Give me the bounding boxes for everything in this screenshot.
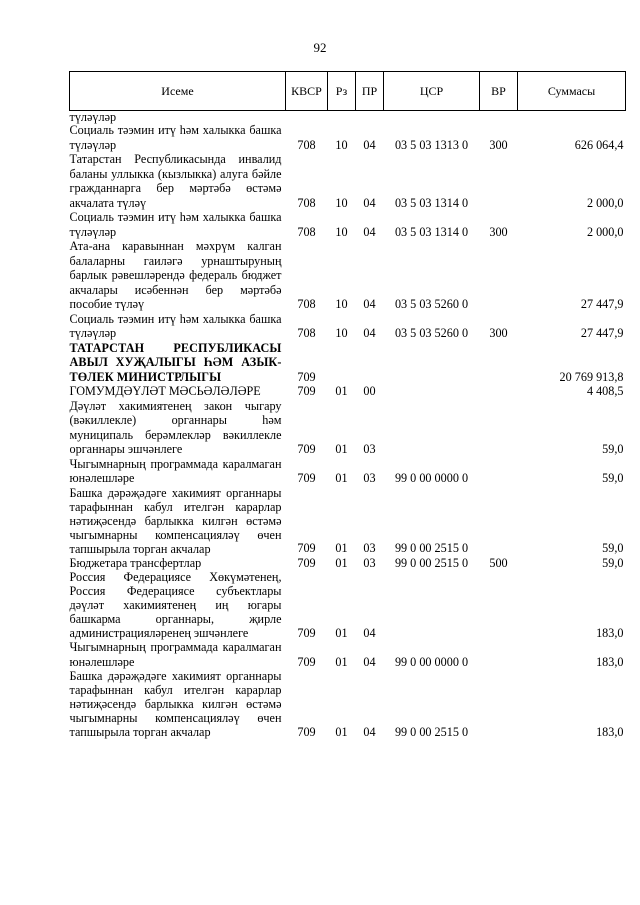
row-csr [384,384,480,399]
row-sum: 27 447,9 [580,297,624,311]
row-name: Бюджетара трансфертлар [69,555,202,570]
row-kvsr: 709 [297,555,316,570]
row-name: ГОМУМДӘҮЛӘТ МӘСЬӘЛӘЛӘРЕ [69,384,261,398]
row-kvsr: 709 [297,541,316,555]
row-rz [328,111,356,124]
row-pr: 00 [363,384,376,398]
row-name: Дәүләт хакимиятенең закон чыгару (вәкиллекле) органнары һәм муниципаль берәмлекләр вәкиллекле органнары эшчәнлеге [69,398,282,456]
table-row [70,111,626,124]
row-pr: 03 [363,541,376,555]
row-sum: 183,0 [596,654,624,669]
row-vr [480,669,518,739]
row-name: Татарстан Республикасында инвалид баланы уллыкка (кызлыкка) алуга бәйле гражданнарга бер мәртәбә өстәмә акчалата түләү [69,152,282,210]
row-sum: 183,0 [596,625,624,640]
budget-table [69,71,626,739]
row-name: Башка дәрәҗәдәге хакимият органнары тарафыннан кабул ителгән карарлар нәтиҗәсендә барлыкка килгән өстәмә чыгымнарны компенсацияләү өчен тапшырыла торган акчалар [69,485,282,556]
row-vr [480,152,518,210]
row-csr [384,111,480,124]
row-kvsr: 708 [297,297,316,311]
row-kvsr [286,111,328,124]
row-vr: 300 [489,137,508,152]
table-row [70,341,626,385]
row-vr [480,486,518,556]
row-pr [356,111,384,124]
table-row [70,486,626,556]
row-pr: 03 [363,471,376,485]
table-row [70,556,626,571]
row-rz: 10 [335,224,348,239]
row-vr [480,239,518,312]
row-rz: 01 [335,384,348,398]
table-body [70,111,626,740]
row-vr [480,570,518,640]
row-vr: 300 [489,326,508,340]
row-name: Чыгымнарның программада каралмаган юнәлешләре [69,640,282,669]
row-sum: 27 447,9 [580,326,624,340]
row-csr [384,341,480,385]
row-name: Россия Федерациясе Хөкүмәтенең, Россия Федерациясе субъектлары дәүләт хакимиятенең иң югары башкарма органнары, җирле администрацияләренең эшчәнлеге [69,570,282,640]
row-vr [480,457,518,486]
row-rz: 01 [335,541,348,555]
row-pr: 03 [363,555,376,570]
row-sum: 20 769 913,8 [559,369,624,384]
row-rz: 01 [335,654,348,669]
row-rz: 01 [335,555,348,570]
row-pr: 04 [363,297,376,311]
header-vr: ВР [480,72,518,111]
table-row [70,669,626,739]
row-name: Чыгымнарның программада каралмаган юнәлешләре [69,456,282,485]
row-kvsr: 708 [297,224,316,239]
header-name: Исеме [70,72,286,111]
row-sum: 59,0 [602,471,624,485]
row-sum: 59,0 [602,442,624,456]
row-rz: 01 [335,471,348,485]
row-pr: 04 [363,195,376,210]
row-csr: 99 0 00 0000 0 [394,471,469,485]
table-row [70,570,626,640]
header-kvsr: КВСР [286,72,328,111]
row-sum: 4 408,5 [586,384,624,398]
row-csr: 03 5 03 5260 0 [394,297,469,311]
row-pr: 03 [363,442,376,456]
header-csr: ЦСР [384,72,480,111]
row-rz: 10 [335,137,348,152]
row-kvsr: 708 [297,137,316,152]
row-kvsr: 709 [297,442,316,456]
row-vr: 500 [489,555,508,570]
row-sum [518,111,626,124]
row-kvsr: 708 [297,195,316,210]
row-csr: 03 5 03 1314 0 [394,224,469,239]
row-kvsr: 709 [297,724,316,739]
row-kvsr: 709 [297,654,316,669]
row-vr [480,640,518,669]
row-csr: 03 5 03 1313 0 [394,137,469,152]
row-vr [480,384,518,399]
header-rz: Рз [328,72,356,111]
row-pr: 04 [363,625,376,640]
row-pr: 04 [363,724,376,739]
table-row [70,239,626,312]
row-pr [356,341,384,385]
row-csr: 99 0 00 2515 0 [394,724,469,739]
row-kvsr: 709 [297,471,316,485]
row-name: Ата-ана каравыннан мәхрүм калган балаларны гаиләгә урнаштыруның барлык рәвешләрендә федераль бюджет акчалары исәбеннән бер мәртәбә пособие түләү [69,239,282,311]
table-row [70,210,626,239]
row-name: Социаль тәэмин итү һәм халыкка башка түләүләр [69,210,282,239]
row-sum: 626 064,4 [574,137,624,152]
row-name: Социаль тәэмин итү һәм халыкка башка түләүләр [69,123,282,152]
row-vr: 300 [489,224,508,239]
row-rz: 01 [335,442,348,456]
row-vr [480,399,518,457]
row-name: Социаль тәэмин итү һәм халыкка башка түләүләр [69,311,282,340]
row-sum: 59,0 [602,541,624,555]
row-kvsr: 709 [297,369,316,384]
row-rz: 01 [335,625,348,640]
row-pr: 04 [363,654,376,669]
table-row [70,640,626,669]
row-vr [480,341,518,385]
header-sum: Суммасы [518,72,626,111]
table-row [70,384,626,399]
table-row [70,399,626,457]
row-kvsr: 708 [297,326,316,340]
row-csr: 99 0 00 0000 0 [394,654,469,669]
row-sum: 59,0 [602,555,624,570]
row-csr: 99 0 00 2515 0 [394,541,469,555]
row-csr: 99 0 00 2515 0 [394,555,469,570]
row-rz: 10 [335,195,348,210]
row-sum: 2 000,0 [586,195,624,210]
row-rz: 10 [335,297,348,311]
row-pr: 04 [363,326,376,340]
table-row [70,152,626,210]
row-csr [384,399,480,457]
row-sum: 2 000,0 [586,224,624,239]
row-pr: 04 [363,224,376,239]
table-row [70,457,626,486]
row-vr [480,111,518,124]
header-pr: ПР [356,72,384,111]
row-csr [384,570,480,640]
row-name: түләүләр [69,110,117,124]
row-kvsr: 709 [297,384,316,398]
row-rz: 01 [335,724,348,739]
table-row [70,312,626,341]
row-csr: 03 5 03 5260 0 [394,326,469,340]
row-sum: 183,0 [596,724,624,739]
row-pr: 04 [363,137,376,152]
table-row [70,123,626,152]
page-number: 92 [313,40,327,55]
row-rz: 10 [335,326,348,340]
row-name: ТАТАРСТАН РЕСПУБЛИКАСЫ АВЫЛ ХУҖАЛЫГЫ ҺӘМ АЗЫК-ТӨЛЕК МИНИСТРЛЫГЫ [69,340,282,384]
row-rz [328,341,356,385]
row-kvsr: 709 [297,625,316,640]
row-name: Башка дәрәҗәдәге хакимият органнары тарафыннан кабул ителгән карарлар нәтиҗәсендә барлыкка килгән өстәмә чыгымнарны компенсацияләү өчен тапшырыла торган акчалар [69,669,282,739]
row-csr: 03 5 03 1314 0 [394,195,469,210]
table-header [70,72,626,111]
